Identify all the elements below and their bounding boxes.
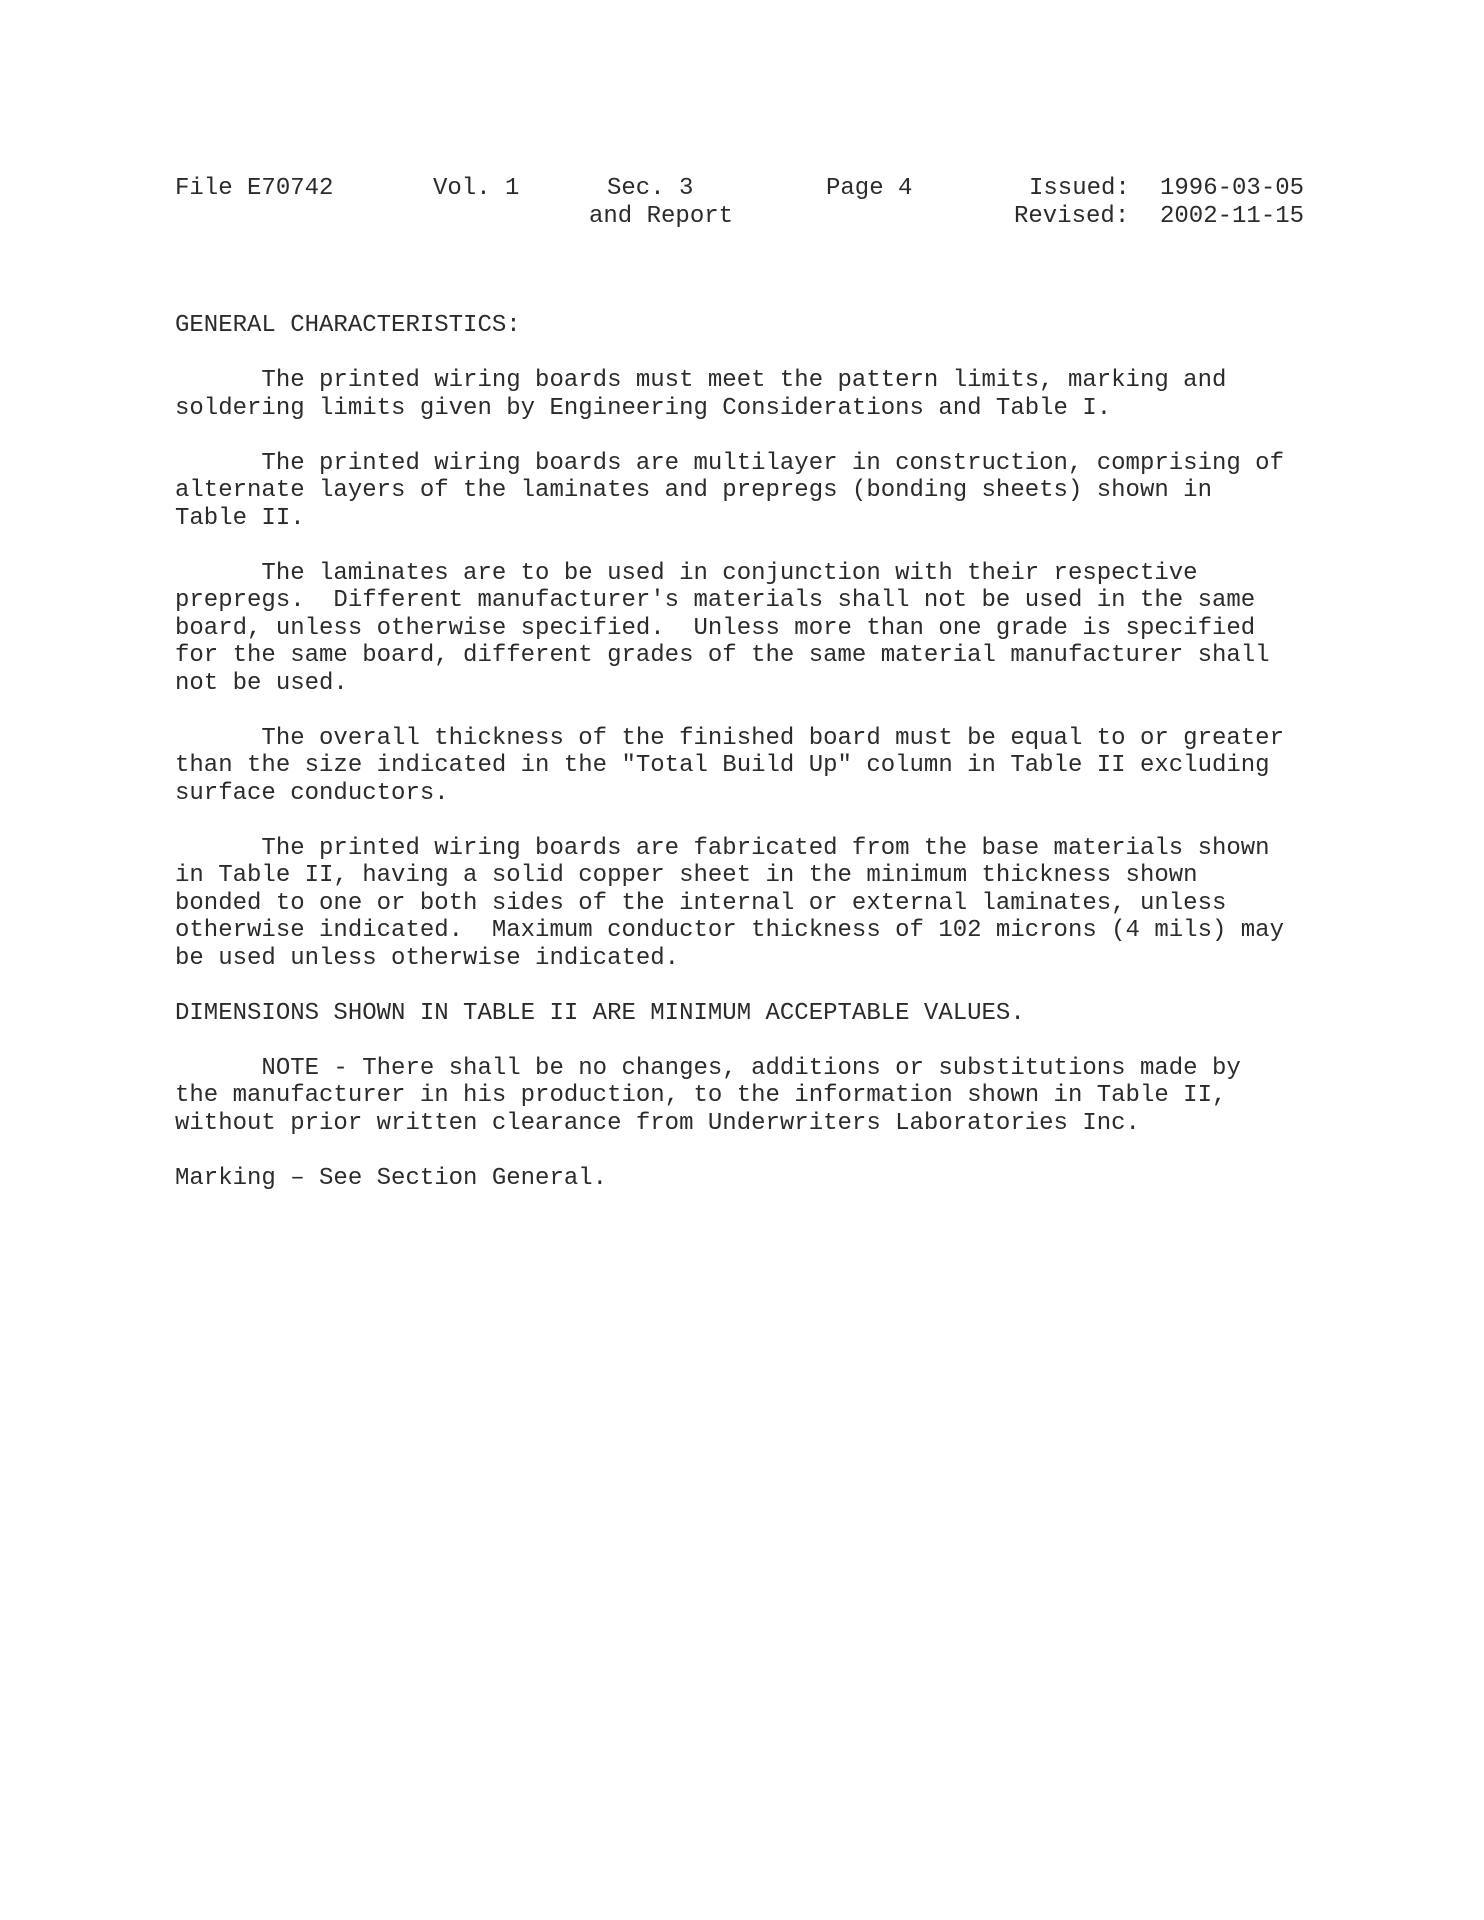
issued-label: Issued: bbox=[1029, 175, 1130, 202]
file-number: File E70742 bbox=[175, 175, 334, 202]
paragraph-thickness: The overall thickness of the finished board must be equal to or greater than the size indicated in the "Total Build Up" column in Table II excluding surface conductors. bbox=[175, 724, 1284, 807]
paragraph-base-materials: The printed wiring boards are fabricated from the base materials shown in Table II, having a solid copper sheet in the minimum thickness shown bonded to one or both sides of the internal or external laminates, unless otherwise indicated. Maximum conductor thickness of 102 microns (4 mils) may be used unless otherwise indicated. bbox=[175, 834, 1284, 972]
volume-number: Vol. 1 bbox=[433, 175, 520, 202]
note-paragraph: NOTE - There shall be no changes, additions or substitutions made by the manufacturer in his production, to the information shown in Table II, without prior written clearance from Underwriters Laboratories Inc. bbox=[175, 1054, 1241, 1137]
revised-label: Revised: bbox=[1014, 202, 1130, 230]
section-number: Sec. 3 bbox=[607, 175, 694, 202]
paragraph-pattern-limits: The printed wiring boards must meet the pattern limits, marking and soldering limits given by Engineering Considerations and Table I. bbox=[175, 367, 1227, 422]
paragraph-laminates: The laminates are to be used in conjunction with their respective prepregs. Different manufacturer's materials shall not be used in the same board, unless otherwise specified. Unless more than one grade is specified for the same board, different grades of the same material manufacturer shall not be used. bbox=[175, 559, 1270, 697]
dimensions-statement: DIMENSIONS SHOWN IN TABLE II ARE MINIMUM ACCEPTABLE VALUES. bbox=[175, 999, 1025, 1027]
page-number: Page 4 bbox=[826, 175, 913, 202]
revised-date: 2002-11-15 bbox=[1160, 202, 1305, 230]
marking-reference: Marking – See Section General. bbox=[175, 1164, 608, 1192]
issued-date: 1996-03-05 bbox=[1160, 175, 1305, 202]
paragraph-multilayer: The printed wiring boards are multilayer in construction, comprising of alternate layers of the laminates and prepregs (bonding sheets) shown in Table II. bbox=[175, 449, 1284, 532]
section-heading: GENERAL CHARACTERISTICS: bbox=[175, 312, 521, 339]
section-subtitle: and Report bbox=[589, 202, 734, 230]
document-body bbox=[175, 312, 1325, 1220]
